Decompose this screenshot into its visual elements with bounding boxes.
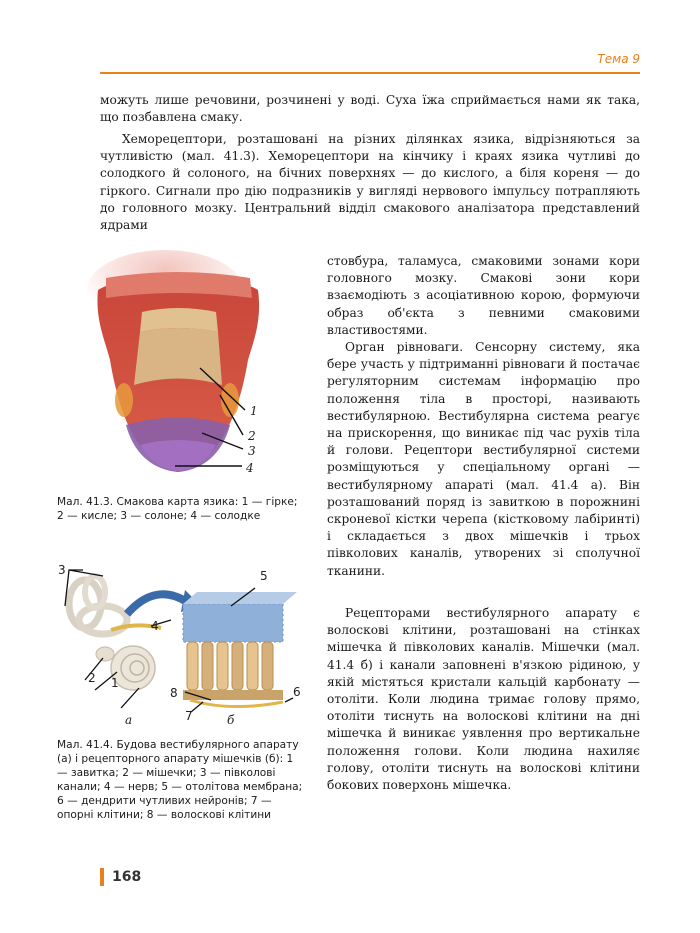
semicircular-canals	[69, 576, 127, 634]
subfigure-label-b: б	[227, 713, 235, 727]
support-layer	[183, 690, 283, 700]
vestibular-label-3: 3	[58, 563, 66, 577]
zoom-arrow	[127, 594, 187, 614]
intro-paragraph: можуть лише речовини, розчинені у воді. Суха їжа сприймається нами як така, що позбавлена смаку.	[100, 93, 640, 125]
topic-label: Тема 9	[597, 52, 640, 66]
tongue-label-1: 1	[250, 404, 258, 418]
dendrites	[190, 700, 283, 707]
tongue-taste-map-figure	[80, 250, 280, 485]
receptor-paragraph: Рецепторами вестибулярного апарату є волоскові клітини, розташовані на стінках мішечка й півколових каналів. Мішечки (мал. 41.4 б) і канали заповнені в'язкою рідиною, у якій містяться кристали кальцій карбонату — отоліти. Коли людина тримає голову прямо, отоліти тиснуть на волоскові клітини на дні мішечка й виникає уявлення про вертикальне положення голови. Коли людина нахиляє голову, отоліти тиснуть на волоскові клітини бокових поверхонь мішечка.	[327, 606, 640, 793]
subfigure-label-a: а	[125, 713, 133, 727]
vestibular-label-2: 2	[88, 671, 96, 685]
tongue-label-4: 4	[246, 461, 254, 475]
column-paragraph-1: стовбура, таламуса, смаковими зонами кори головного мозку. Смакові зони кори взаємодіють з асоціативною корою, формуючи образ об'єкта з певними смаковими властивостями.	[327, 254, 640, 337]
otolith-membrane	[183, 604, 283, 642]
tongue-label-3: 3	[248, 444, 256, 458]
hair-cells	[187, 642, 273, 690]
vestibular-label-4: 4	[151, 619, 159, 633]
page-number: 168	[100, 868, 141, 886]
figure-41-4-caption: Мал. 41.4. Будова вестибулярного апарату (а) і рецепторного апарату мішечків (б): 1 — завитка; 2 — мішечки; 3 — півколові канали; 4 — нерв; 5 — отолітова мембрана; 6 — дендрити чутливих нейронів; 7 — опорні клітини; 8 — волоскові клітини	[57, 739, 303, 821]
vestibular-label-7: 7	[185, 709, 193, 723]
vestibular-apparatus-figure	[55, 562, 310, 732]
vestibular-label-1: 1	[111, 676, 119, 690]
vestibular-label-6: 6	[293, 685, 301, 699]
tongue-label-2: 2	[248, 429, 256, 443]
balance-paragraph: Орган рівноваги. Сенсорну систему, яка бере участь у підтриманні рівноваги й постачає регуляторним системам інформацію про положення тіла в просторі, називають вестибулярною. Вестибулярна система реагує на прискорення, що виникає під час рухів тіла й голови. Рецептори вестибулярної системи розміщуються у спеціальному органі — вестибулярному апараті (мал. 41.4 а). Він розташований поряд із завиткою в порожнині скроневої кістки черепа (кістковому лабіринті) і складається з двох мішечків і трьох півколових каналів, утворених зі сполучної тканини.	[327, 340, 640, 578]
figure-41-3-caption: Мал. 41.3. Смакова карта язика: 1 — гірке; 2 — кисле; 3 — солоне; 4 — солодке	[57, 496, 298, 522]
vestibular-label-5: 5	[260, 569, 268, 583]
header-rule	[100, 72, 640, 74]
vestibular-label-8: 8	[170, 686, 178, 700]
sour-zone-left	[115, 383, 133, 417]
saccule	[96, 647, 114, 661]
otolith-membrane-top	[183, 592, 297, 604]
chemoreceptor-paragraph: Хеморецептори, розташовані на різних ділянках язика, відрізняються за чутливістю (мал. 41.3). Хеморецептори на кінчику і краях язика чутливі до солодкого й солоного, на бічних поверхнях — до кислого, а біля кореня — до гіркого. Сигнали про дію подразників у вигляді нервового імпульсу потрапляють до головного мозку. Центральний відділ смакового аналізатора представлений ядрами	[100, 132, 640, 233]
